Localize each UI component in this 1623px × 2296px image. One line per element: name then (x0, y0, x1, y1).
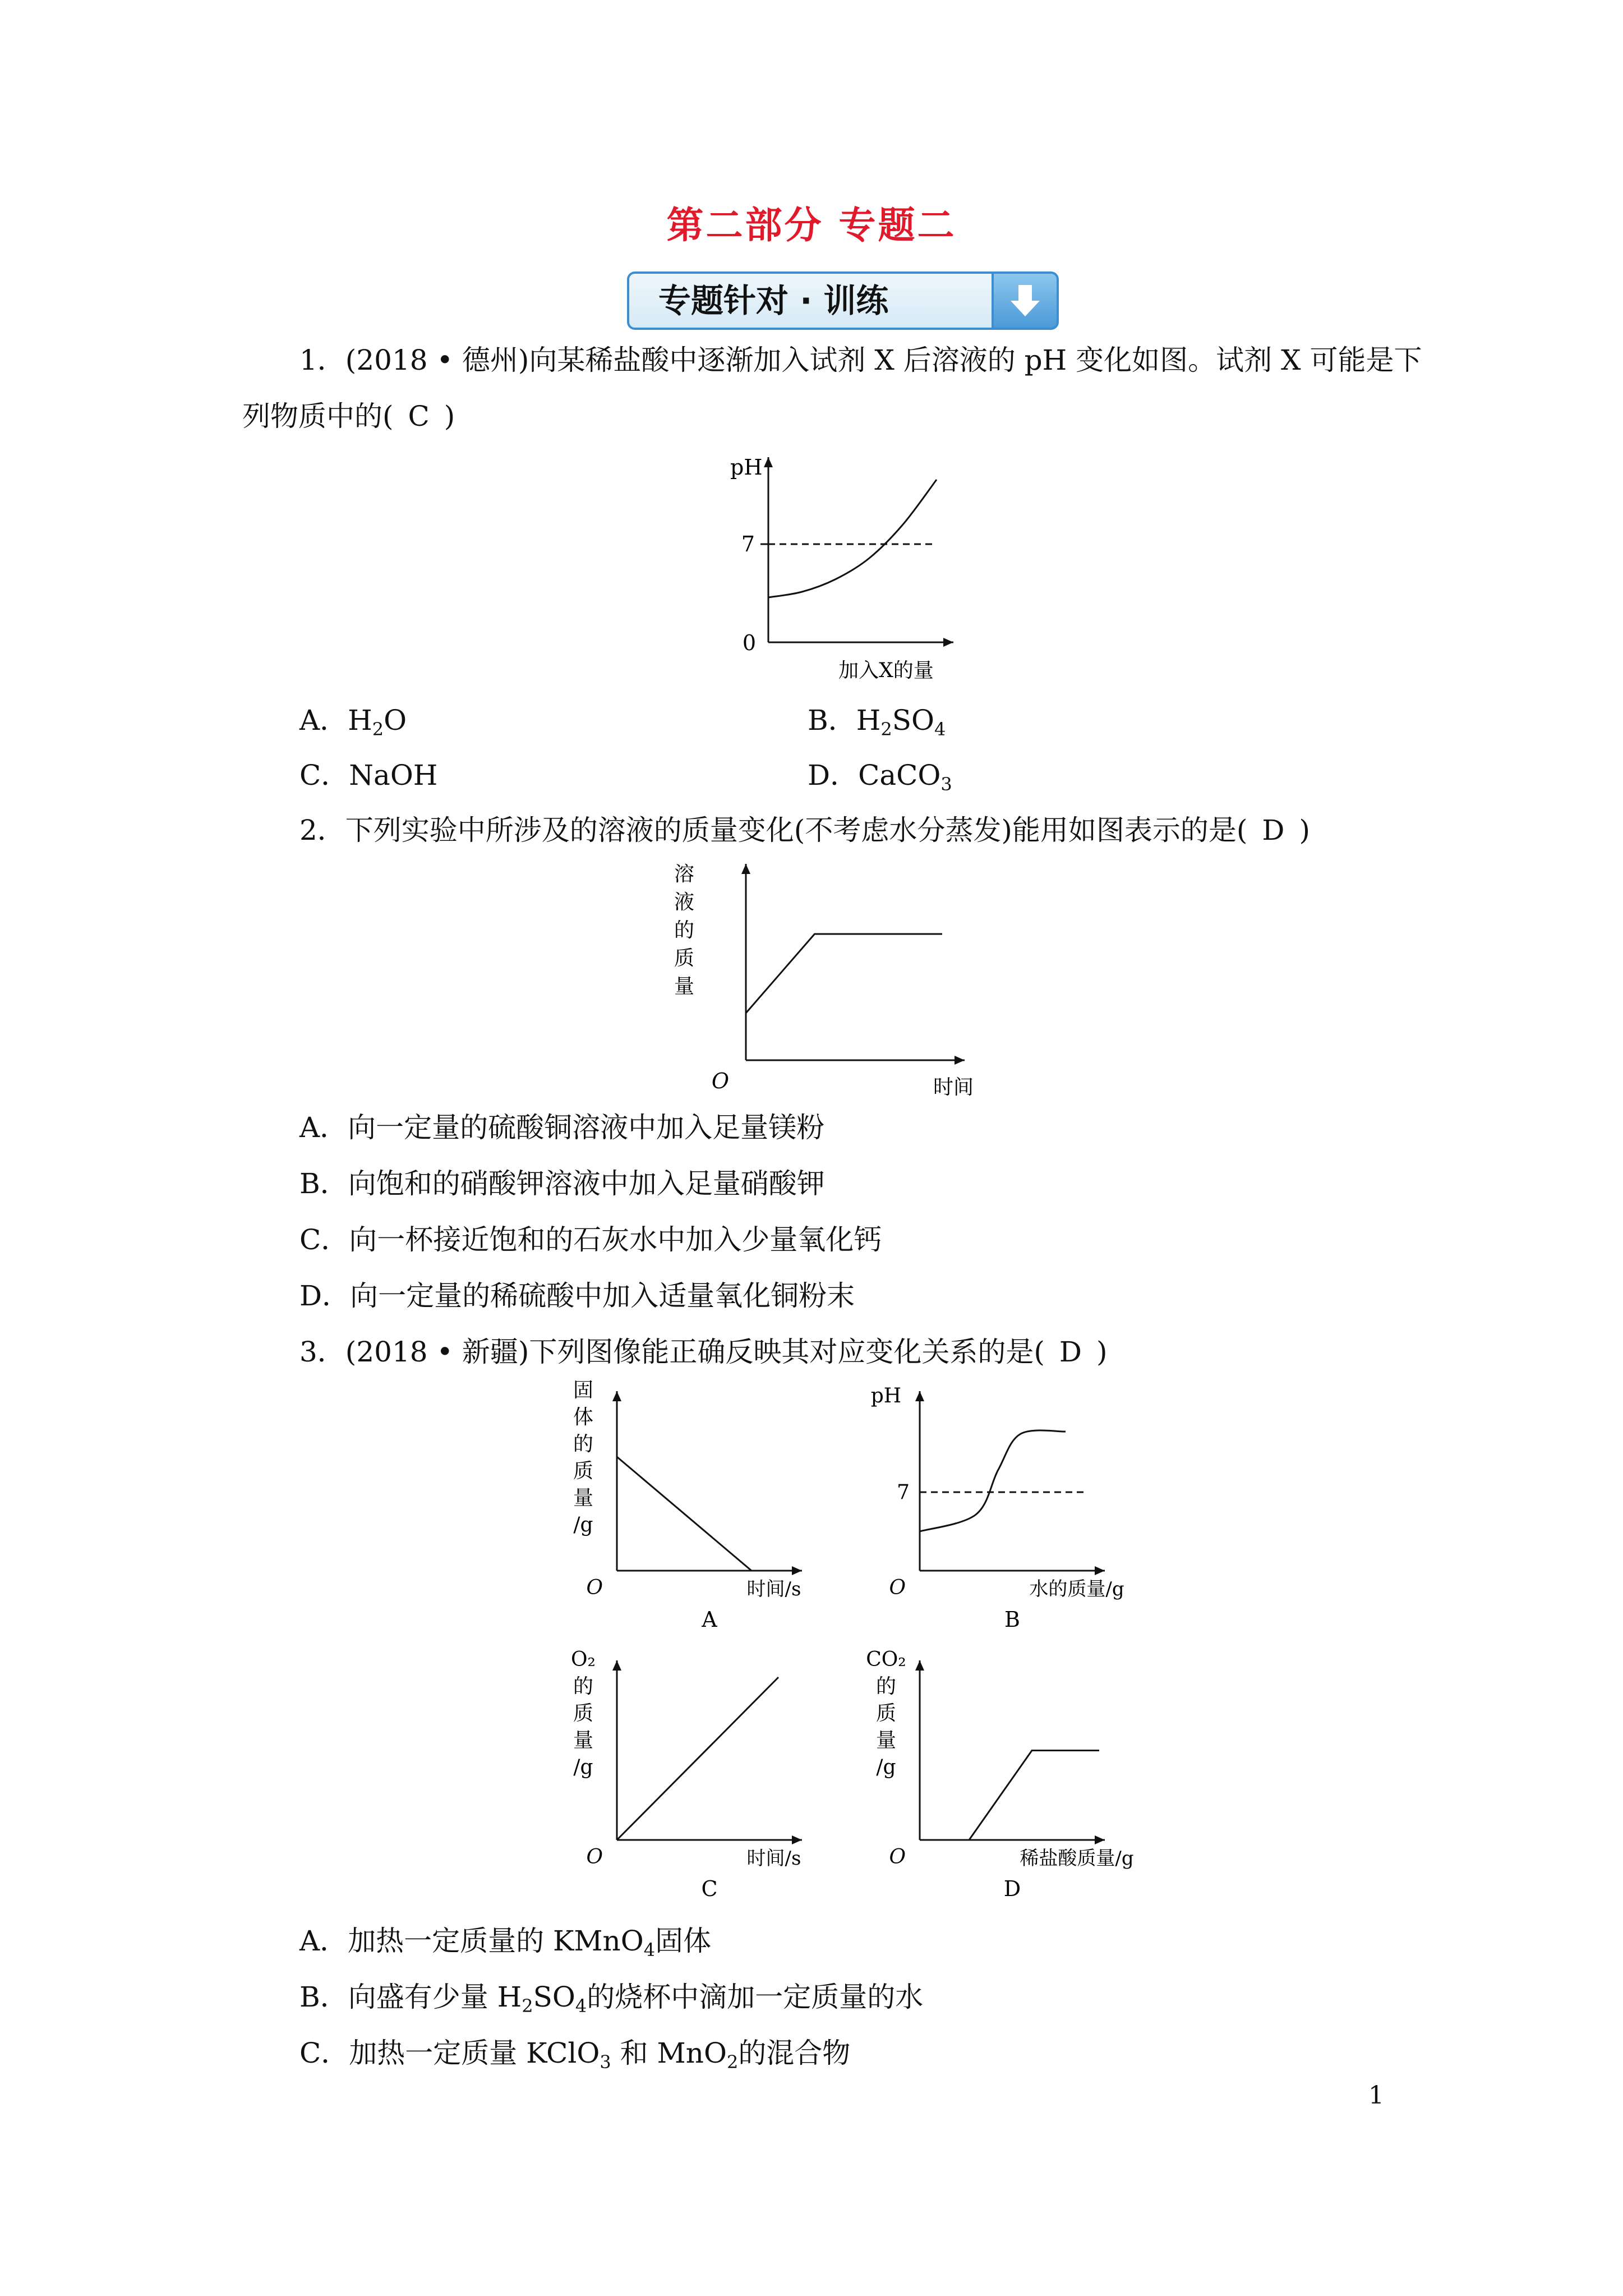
q2-option-b: B．向饱和的硝酸钾溶液中加入足量硝酸钾 (299, 1167, 825, 1200)
q3-chart-a-x-arrow (792, 1566, 802, 1575)
q3-option-c: C．加热一定质量 KClO$_3$ 和 MnO$_2$的混合物 (299, 2037, 851, 2073)
q3-chart-b-xlabel: 水的质量/g (1029, 1578, 1124, 1600)
q1-stem-line2 (242, 399, 455, 433)
q3-chart-a-y-arrow (612, 1391, 621, 1401)
q2-y-arrow (741, 864, 750, 874)
q3-chart-d-caption: D (1003, 1876, 1021, 1901)
q3-chart-c-series-line (617, 1677, 778, 1840)
q1-option-a: A．$H_2O$ (299, 704, 407, 740)
q3-chart-c-origin: O (586, 1846, 603, 1869)
q3-chart-b-tick-label-7: 7 (897, 1481, 910, 1504)
q2-x-arrow (955, 1056, 965, 1065)
q3-answer: D (1059, 1336, 1082, 1368)
q3-chart-c-ylabel-char: 质 (573, 1702, 594, 1725)
q1-chart (718, 449, 959, 690)
q1-answer: C (408, 400, 430, 432)
q2-ylabel-char: 液 (674, 891, 695, 914)
q3-chart-b-origin: O (889, 1576, 906, 1599)
q1-xlabel: 加入X的量 (838, 659, 934, 682)
q2-option-c: C．向一杯接近饱和的石灰水中加入少量氧化钙 (299, 1223, 882, 1256)
q1-origin: 0 (742, 631, 756, 655)
q2-ylabel-char: 溶 (674, 863, 695, 886)
arrow-down-icon (994, 274, 1057, 328)
q3-chart-a-ylabel-char: 量 (573, 1487, 594, 1510)
q3-chart-a-ylabel-char: 体 (573, 1406, 594, 1429)
q2-ylabel-char: 的 (674, 919, 695, 942)
q3-chart-a-xlabel: 时间/s (746, 1578, 801, 1600)
q3-chart-d-xlabel: 稀盐酸质量/g (1020, 1847, 1134, 1870)
q1-option-c: C．NaOH (299, 759, 438, 792)
q1-stem-line1: 1．(2018 • 德州)向某稀盐酸中逐渐加入试剂 X 后溶液的 pH 变化如图。试剂 X 可能是下 (299, 344, 1422, 376)
q3-chart-a-ylabel-char: /g (573, 1513, 593, 1536)
q2-series-line (746, 934, 942, 1013)
q2-option-a: A．向一定量的硫酸铜溶液中加入足量镁粉 (299, 1111, 825, 1144)
q3-chart-d-series-line (920, 1751, 1099, 1841)
q3-chart-b-x-arrow (1095, 1566, 1105, 1575)
q3-chart-c-y-arrow (612, 1660, 621, 1671)
q3-chart-a-ylabel-char: 固 (573, 1380, 594, 1402)
page-number: 1 (1368, 2081, 1384, 2110)
q2-ylabel-char: 量 (674, 975, 695, 998)
q3-chart-d-x-arrow (1095, 1835, 1105, 1844)
q1-x-arrow (943, 638, 953, 647)
q1-option-d: D．CaCO$_3$ (808, 759, 952, 795)
q2-stem: 2．下列实验中所涉及的溶液的质量变化(不考虑水分蒸发)能用如图表示的是( D ) (299, 814, 1310, 846)
q3-chart-a-origin: O (586, 1576, 603, 1599)
q3-chart-a-series-line (617, 1457, 751, 1571)
q3-charts (538, 1380, 1144, 1918)
q3-chart-c-ylabel-char: 的 (573, 1675, 594, 1698)
q1-series-line (768, 480, 937, 597)
q3-chart-d-ylabel-char: /g (876, 1756, 896, 1779)
q3-chart-c-ylabel-char: 量 (573, 1729, 594, 1752)
section-banner (627, 272, 1059, 330)
q1-stem-suffix: ) (444, 400, 455, 432)
q3-option-a: A．加热一定质量的 KMnO$_4$固体 (299, 1925, 712, 1961)
q1-y-arrow (764, 457, 773, 467)
q3-chart-c-xlabel: 时间/s (746, 1847, 801, 1870)
q2-chart (662, 858, 998, 1099)
q3-chart-d-origin: O (889, 1846, 906, 1869)
banner-label: 专题针对 · 训练 (627, 272, 992, 330)
q3-chart-b-series-line (920, 1430, 1066, 1531)
page-title: 第二部分 专题二 (666, 203, 957, 247)
q3-chart-d-ylabel-char: CO₂ (866, 1648, 906, 1671)
q2-xlabel: 时间 (933, 1076, 974, 1099)
q2-option-d: D．向一定量的稀硫酸中加入适量氧化铜粉末 (299, 1280, 855, 1312)
q3-stem: 3．(2018 • 新疆)下列图像能正确反映其对应变化关系的是( D ) (299, 1336, 1108, 1368)
q1-stem-prefix: 列物质中的( (242, 400, 394, 432)
q3-chart-b-y-arrow (915, 1391, 924, 1401)
q3-chart-a-ylabel-char: 质 (573, 1460, 594, 1483)
q3-chart-a-caption: A (702, 1607, 717, 1632)
q1-tick-label-7: 7 (741, 532, 755, 556)
q3-chart-c-ylabel-char: /g (573, 1756, 593, 1779)
q3-chart-a-ylabel-char: 的 (573, 1433, 594, 1456)
q3-chart-c-ylabel-char: O₂ (571, 1648, 596, 1671)
q3-option-b: B．向盛有少量 $H_2SO_4$的烧杯中滴加一定质量的水 (299, 1981, 924, 2017)
q2-origin: O (711, 1069, 729, 1093)
q2-answer: D (1262, 814, 1285, 846)
q3-chart-c-caption: C (701, 1876, 718, 1901)
q3-chart-c-x-arrow (792, 1835, 802, 1844)
q1-ylabel: pH (730, 455, 763, 480)
q3-chart-b-caption: B (1004, 1607, 1020, 1632)
q3-chart-d-y-arrow (915, 1660, 924, 1671)
q3-chart-d-ylabel-char: 的 (875, 1675, 897, 1698)
q3-chart-d-ylabel-char: 质 (875, 1702, 897, 1725)
q2-ylabel-char: 质 (674, 947, 695, 970)
banner-arrow-button[interactable] (992, 272, 1059, 330)
q3-chart-b-ylabel: pH (870, 1384, 902, 1407)
q1-option-b: B．$H_2SO_4$ (808, 704, 946, 740)
q3-chart-d-ylabel-char: 量 (875, 1729, 897, 1752)
